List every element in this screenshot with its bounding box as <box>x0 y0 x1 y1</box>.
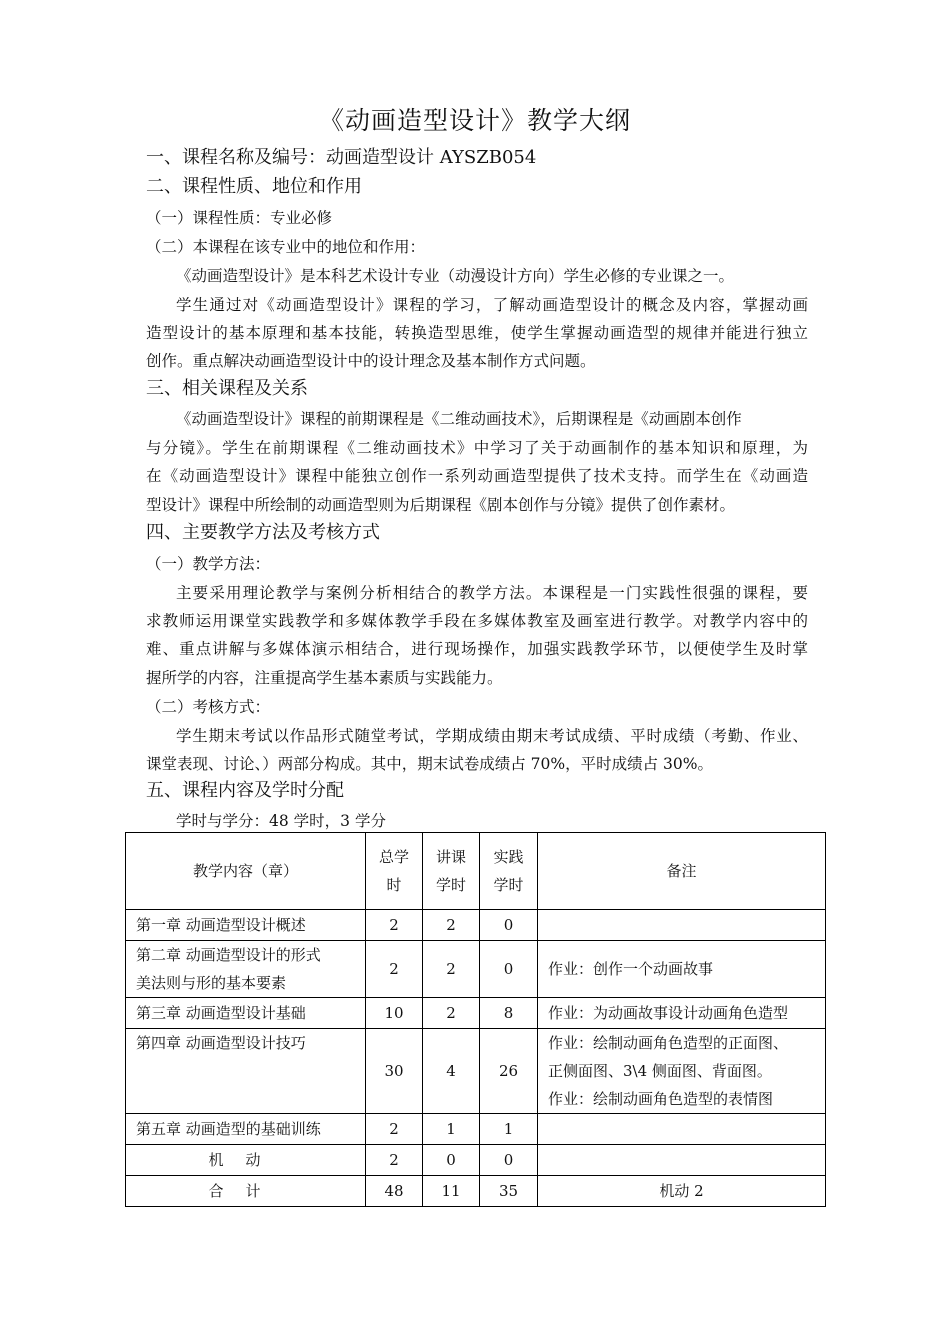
section-4-1: （一）教学方法： <box>146 555 271 573</box>
paragraph-line: 难、重点讲解与多媒体演示相结合，进行现场操作，加强实践教学环节，以便使学生及时掌 <box>146 640 808 658</box>
section-3-heading: 三、相关课程及关系 <box>146 378 308 399</box>
paragraph-line: 型设计》课程中所绘制的动画造型则为后期课程《剧本创作与分镜》提供了创作素材。 <box>146 496 736 514</box>
row-name: 机动 <box>126 1145 366 1176</box>
section-2-heading: 二、课程性质、地位和作用 <box>146 176 362 197</box>
row-note <box>538 910 826 941</box>
paragraph-line: 求教师运用课堂实践教学和多媒体教学手段在多媒体教室及画室进行教学。对教学内容中的 <box>146 612 808 630</box>
row-practice: 26 <box>480 1029 538 1114</box>
table-row <box>126 1029 826 1114</box>
hours-credits: 学时与学分：48 学时，3 学分 <box>176 812 386 830</box>
section-1-heading: 一、课程名称及编号：动画造型设计 AYSZB054 <box>146 147 537 168</box>
table-row <box>126 998 826 1029</box>
row-total: 48 <box>366 1176 423 1207</box>
paragraph-line: 学生期末考试以作品形式随堂考试，学期成绩由期末考试成绩、平时成绩（考勤、作业、 <box>176 727 808 745</box>
header-total-hours: 总学 时 <box>366 833 423 910</box>
document-title: 《动画造型设计》教学大纲 <box>318 106 631 135</box>
row-note: 作业：创作一个动画故事 <box>538 941 826 998</box>
row-name: 第二章 动画造型设计的形式 美法则与形的基本要素 <box>126 941 366 998</box>
paragraph-line: 主要采用理论教学与案例分析相结合的教学方法。本课程是一门实践性很强的课程，要 <box>176 584 808 602</box>
table-row <box>126 910 826 941</box>
row-practice: 35 <box>480 1176 538 1207</box>
table-row <box>126 1114 826 1145</box>
row-note: 作业：绘制动画角色造型的正面图、 正侧面图、3\4 侧面图、背面图。 作业：绘制动画角色造型的表情图 <box>538 1029 826 1114</box>
paragraph-line: 课堂表现、讨论、）两部分构成。其中，期末试卷成绩占 70%，平时成绩占 30%。 <box>146 755 714 773</box>
row-lecture: 11 <box>423 1176 480 1207</box>
row-practice: 0 <box>480 941 538 998</box>
paragraph-line: 造型设计的基本原理和基本技能，转换造型思维，使学生掌握动画造型的规律并能进行独立 <box>146 324 808 342</box>
header-content: 教学内容（章） <box>126 833 366 910</box>
row-total: 2 <box>366 910 423 941</box>
row-lecture: 4 <box>423 1029 480 1114</box>
row-name: 第一章 动画造型设计概述 <box>126 910 366 941</box>
row-lecture: 2 <box>423 998 480 1029</box>
row-name: 合计 <box>126 1176 366 1207</box>
paragraph-line: 握所学的内容，注重提高学生基本素质与实践能力。 <box>146 669 503 687</box>
row-total: 2 <box>366 1145 423 1176</box>
row-practice: 0 <box>480 910 538 941</box>
row-total: 30 <box>366 1029 423 1114</box>
header-lecture-hours: 讲课 学时 <box>423 833 480 910</box>
row-total: 2 <box>366 941 423 998</box>
paragraph-line: 《动画造型设计》课程的前期课程是《二维动画技术》，后期课程是《动画剧本创作 <box>176 410 742 428</box>
row-total: 2 <box>366 1114 423 1145</box>
section-4-2: （二）考核方式： <box>146 698 271 716</box>
header-practice-hours: 实践 学时 <box>480 833 538 910</box>
section-2-2: （二）本课程在该专业中的地位和作用： <box>146 238 426 256</box>
table-header-row <box>126 833 826 910</box>
row-practice: 0 <box>480 1145 538 1176</box>
row-name: 第五章 动画造型的基础训练 <box>126 1114 366 1145</box>
row-lecture: 1 <box>423 1114 480 1145</box>
paragraph-line: 创作。重点解决动画造型设计中的设计理念及基本制作方式问题。 <box>146 352 596 370</box>
section-2-1: （一）课程性质：专业必修 <box>146 209 333 227</box>
row-name: 第三章 动画造型设计基础 <box>126 998 366 1029</box>
row-lecture: 2 <box>423 941 480 998</box>
row-note <box>538 1145 826 1176</box>
header-note: 备注 <box>538 833 826 910</box>
row-note: 机动 2 <box>538 1176 826 1207</box>
paragraph-line: 《动画造型设计》是本科艺术设计专业（动漫设计方向）学生必修的专业课之一。 <box>176 267 735 285</box>
table-row-total <box>126 1176 826 1207</box>
hours-table <box>125 832 826 1207</box>
row-practice: 1 <box>480 1114 538 1145</box>
row-note <box>538 1114 826 1145</box>
section-4-heading: 四、主要教学方法及考核方式 <box>146 522 380 543</box>
paragraph-line: 与分镜》。学生在前期课程《二维动画技术》中学习了关于动画制作的基本知识和原理，为 <box>146 439 808 457</box>
row-total: 10 <box>366 998 423 1029</box>
table-row <box>126 941 826 998</box>
row-note: 作业：为动画故事设计动画角色造型 <box>538 998 826 1029</box>
paragraph-line: 在《动画造型设计》课程中能独立创作一系列动画造型提供了技术支持。而学生在《动画造 <box>146 467 808 485</box>
section-5-heading: 五、课程内容及学时分配 <box>146 780 344 801</box>
row-name: 第四章 动画造型设计技巧 <box>126 1029 366 1114</box>
table-row <box>126 1145 826 1176</box>
row-lecture: 0 <box>423 1145 480 1176</box>
row-practice: 8 <box>480 998 538 1029</box>
paragraph-line: 学生通过对《动画造型设计》课程的学习，了解动画造型设计的概念及内容，掌握动画 <box>176 296 808 314</box>
row-lecture: 2 <box>423 910 480 941</box>
